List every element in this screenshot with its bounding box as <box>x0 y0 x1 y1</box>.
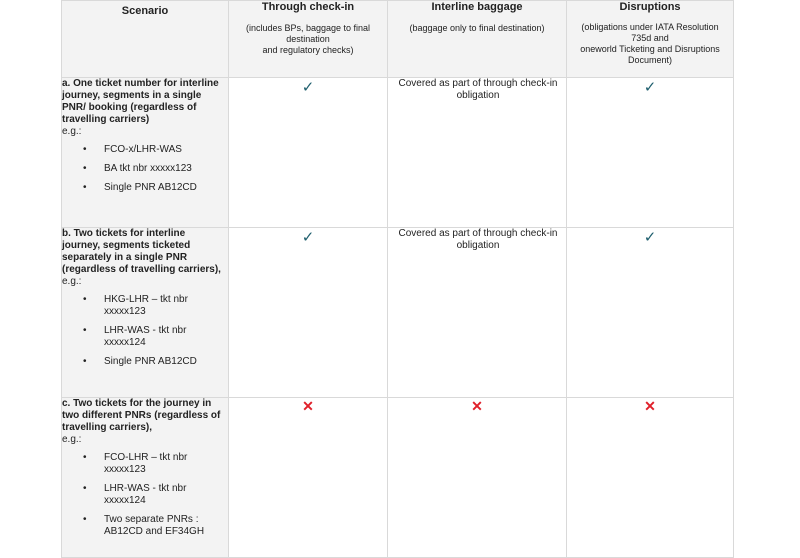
header-disruptions <box>567 1 734 78</box>
header-disruptions-title: Disruptions <box>619 1 681 13</box>
scenario-eg: e.g.: <box>62 434 82 445</box>
through-cell <box>229 398 388 558</box>
header-disruptions-sub-3: oneworld Ticketing and Disruptions <box>580 44 720 54</box>
table-row <box>62 228 734 398</box>
list-item: • LHR-WAS - tkt nbr xxxxx124 <box>62 325 222 349</box>
cross-icon: ✕ <box>471 398 483 414</box>
check-icon: ✓ <box>301 229 315 246</box>
list-item: • FCO-LHR – tkt nbr xxxxx123 <box>62 452 222 476</box>
interline-cell <box>388 78 567 228</box>
header-interline-baggage <box>388 1 567 78</box>
list-item: • FCO-x/LHR-WAS <box>62 144 222 156</box>
example-list <box>62 452 228 538</box>
table-row <box>62 398 734 558</box>
scenario-title: c. Two tickets for the journey in two different PNRs (regardless of travelling carriers), <box>62 398 221 433</box>
interline-cell <box>388 398 567 558</box>
check-icon: ✓ <box>301 79 315 96</box>
table-row <box>62 78 734 228</box>
header-scenario-label: Scenario <box>121 5 169 17</box>
example-list <box>62 294 228 368</box>
through-cell <box>229 228 388 398</box>
example-list <box>62 144 228 194</box>
interline-text: Covered as part of through check-in obligation <box>398 78 558 101</box>
disruptions-cell <box>567 78 734 228</box>
header-through-title: Through check-in <box>261 1 355 13</box>
scenario-cell <box>62 78 229 228</box>
header-interline-title: Interline baggage <box>431 1 523 13</box>
header-through-sub-2: destination <box>286 34 330 44</box>
header-disruptions-sub-2: 735d and <box>631 33 669 43</box>
list-item: • HKG-LHR – tkt nbr xxxxx123 <box>62 294 222 318</box>
scenario-cell <box>62 398 229 558</box>
disruptions-cell <box>567 228 734 398</box>
list-item: • BA tkt nbr xxxxx123 <box>62 163 222 175</box>
header-disruptions-sub-4: Document) <box>627 55 672 65</box>
scenario-eg: e.g.: <box>62 126 82 137</box>
scenario-cell <box>62 228 229 398</box>
scenario-table <box>61 0 734 558</box>
interline-text: Covered as part of through check-in obligation <box>398 228 558 251</box>
header-interline-sub: (baggage only to final destination) <box>409 23 545 33</box>
header-row <box>62 1 734 78</box>
disruptions-cell <box>567 398 734 558</box>
header-scenario <box>62 1 229 78</box>
check-icon: ✓ <box>643 79 657 96</box>
interline-cell <box>388 228 567 398</box>
check-icon: ✓ <box>643 229 657 246</box>
header-disruptions-sub-1: (obligations under IATA Resolution <box>581 22 719 32</box>
list-item: • Single PNR AB12CD <box>62 182 222 194</box>
through-cell <box>229 78 388 228</box>
list-item: • Two separate PNRs : AB12CD and EF34GH <box>62 514 222 538</box>
cross-icon: ✕ <box>302 398 314 414</box>
header-through-sub-3: and regulatory checks) <box>262 45 354 55</box>
header-through-sub-1: (includes BPs, baggage to final <box>245 23 371 33</box>
scenario-title: a. One ticket number for interline journey, segments in a single PNR/ booking (regardless of travelling carriers) <box>62 78 219 125</box>
scenario-title: b. Two tickets for interline journey, segments ticketed separately in a single PNR (regardless of travelling carriers), <box>62 228 221 275</box>
list-item: • LHR-WAS - tkt nbr xxxxx124 <box>62 483 222 507</box>
cross-icon: ✕ <box>644 398 656 414</box>
scenario-eg: e.g.: <box>62 276 82 287</box>
header-through-checkin <box>229 1 388 78</box>
list-item: • Single PNR AB12CD <box>62 356 222 368</box>
